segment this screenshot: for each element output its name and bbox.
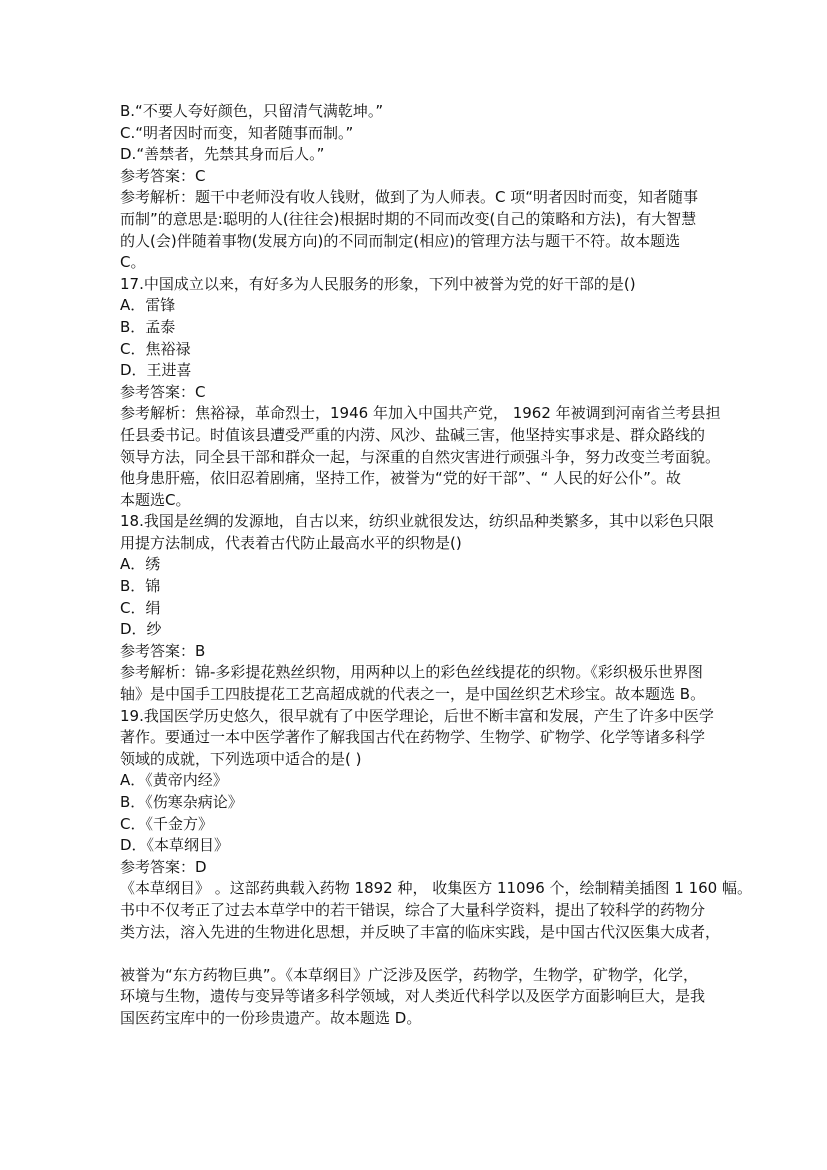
text-line: 参考解析：焦裕禄，革命烈士，1946 年加入中国共产党， 1962 年被调到河南省兰考县担 (120, 404, 721, 423)
text-line: 他身患肝癌，依旧忍着剧痛，坚持工作，被誉为“党的好干部”、“ 人民的好公仆”。故 (120, 469, 681, 488)
text-line: C。 (120, 253, 146, 272)
text-line: B．孟泰 (120, 317, 176, 336)
text-line: 17.中国成立以来，有好多为人民服务的形象，下列中被誉为党的好干部的是() (120, 274, 636, 293)
text-line: 参考答案：D (120, 857, 207, 876)
text-line: 参考解析：锦-多彩提花熟丝织物，用两种以上的彩色丝线提花的织物。《彩织极乐世界图 (120, 663, 703, 682)
text-line: C．焦裕禄 (120, 339, 191, 358)
text-line: 而制”的意思是:聪明的人(往往会)根据时期的不同而改变(自己的策略和方法)，有大智慧 (120, 209, 697, 228)
text-line: 任县委书记。时值该县遭受严重的内涝、风沙、盐碱三害，他坚持实事求是、群众路线的 (120, 425, 706, 444)
text-line: A．绣 (120, 555, 161, 574)
text-line: B．《伤寒杂病论》 (120, 793, 243, 811)
text-line: 19.我国医学历史悠久，很早就有了中医学理论，后世不断丰富和发展，产生了许多中医学 (120, 706, 714, 725)
text-line: 参考解析：题干中老师没有收人钱财，做到了为人师表。C 项“明者因时而变，知者随事 (120, 188, 699, 207)
text-line: B.“不要人夸好颜色，只留清气满乾坤。” (120, 102, 384, 120)
text-line: 领域的成就，下列选项中适合的是( ) (120, 749, 362, 768)
text-line: 参考答案：B (120, 641, 206, 660)
document-body (120, 101, 752, 1030)
text-line: 国医药宝库中的一份珍贵遗产。故本题选 D。 (120, 1008, 422, 1027)
text-line: C．《千金方》 (120, 814, 213, 833)
text-line: 被誉为“东方药物巨典”。《本草纲目》广泛涉及医学，药物学，生物学，矿物学，化学， (120, 965, 699, 984)
text-line: 领导方法，同全县干部和群众一起，与深重的自然灾害进行顽强斗争，努力改变兰考面貌。 (120, 447, 721, 466)
text-line: 《本草纲目》 。这部药典载入药物 1892 种， 收集医方 11096 个，绘制精美插图 1 160 幅。 (120, 879, 752, 898)
text-line: 的人(会)伴随着事物(发展方向)的不同而制定(相应)的管理方法与题干不符。故本题选 (120, 231, 681, 250)
text-line: 轴》是中国手工四肢提花工艺高超成就的代表之一，是中国丝织艺术珍宝。故本题选 B。 (120, 685, 706, 704)
text-line: A．《黄帝内经》 (120, 771, 228, 790)
text-line: 著作。要通过一本中医学著作了解我国古代在药物学、生物学、矿物学、化学等诸多科学 (120, 728, 706, 747)
text-line: 18.我国是丝绸的发源地，自古以来，纺织业就很发达，纺织品种类繁多，其中以彩色只限 (120, 512, 714, 531)
text-line: 参考答案：C (120, 166, 206, 185)
text-line: 环境与生物，遗传与变异等诸多科学领域，对人类近代科学以及医学方面影响巨大，是我 (120, 987, 706, 1006)
text-line (120, 943, 720, 965)
text-line: C．绢 (120, 598, 161, 617)
text-line: C.“明者因时而变，知者随事而制。” (120, 123, 354, 142)
text-line: D．纱 (120, 620, 162, 639)
text-line: 类方法，溶入先进的生物进化思想，并反映了丰富的临床实践，是中国古代汉医集大成者， (120, 922, 721, 941)
text-line: D．王进喜 (120, 361, 192, 380)
text-line: 参考答案：C (120, 382, 206, 401)
text-line: 用提方法制成，代表着古代防止最高水平的织物是() (120, 533, 462, 552)
text-line: 书中不仅考正了过去本草学中的若干错误，综合了大量科学资料，提出了较科学的药物分 (120, 900, 706, 919)
text-line: B．锦 (120, 577, 161, 596)
text-line: 本题选C。 (120, 490, 191, 509)
text-line: A．雷锋 (120, 296, 176, 315)
text-line: D．《本草纲目》 (120, 836, 230, 855)
text-line: D.“善禁者，先禁其身而后人。” (120, 145, 325, 164)
